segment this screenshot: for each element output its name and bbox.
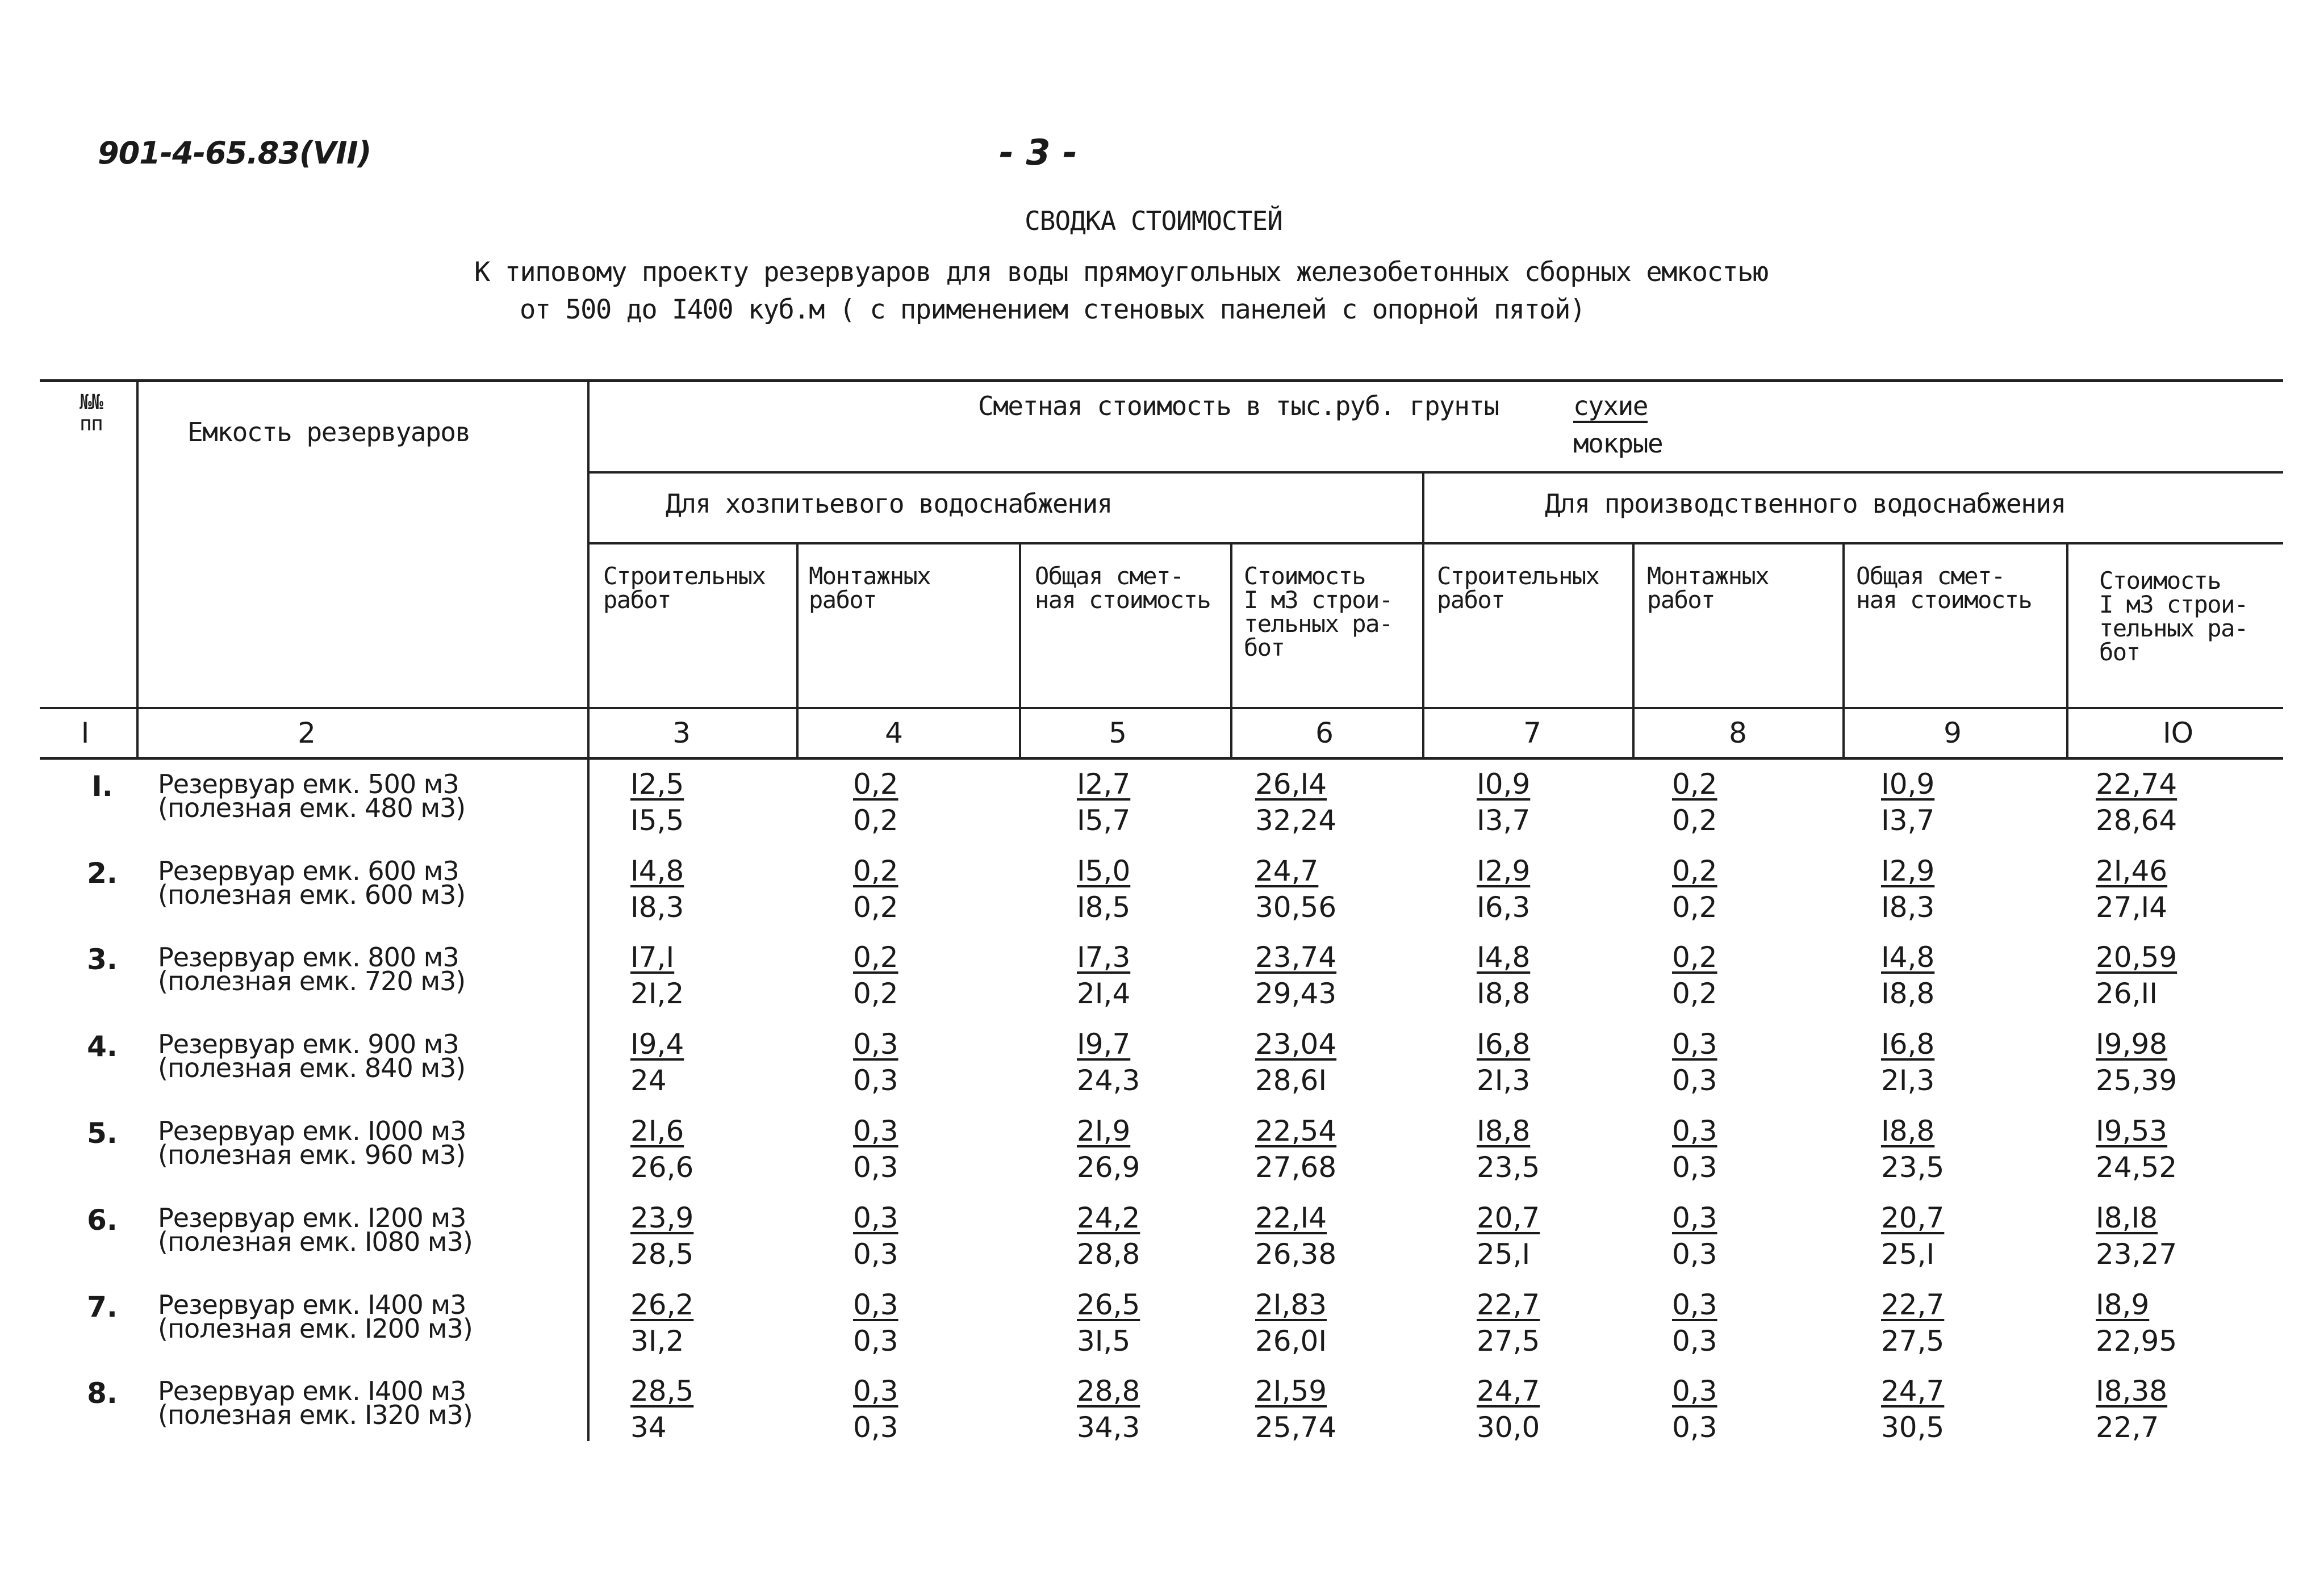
row-capacity: [158, 1289, 473, 1344]
cost-dry-value: 23,74: [1255, 941, 1337, 974]
cost-dry-value: I8,8: [1881, 1115, 1935, 1147]
cost-cell: [2096, 1201, 2300, 1271]
cost-wet-value: 28,64: [2096, 804, 2178, 837]
cost-wet-value: 26,II: [2096, 977, 2158, 1010]
row-capacity-total: Резервуар емк. I000 м3: [158, 1116, 466, 1146]
row-capacity-useful: (полезная емк. 480 м3): [158, 793, 466, 823]
column-number-4: 4: [885, 717, 903, 749]
cost-cell: [1881, 1028, 2086, 1097]
cost-cell: [1477, 1028, 1681, 1097]
cost-wet-value: 0,3: [1672, 1325, 1717, 1358]
cost-cell: [1255, 941, 1460, 1010]
cost-dry-value: 24,2: [1077, 1201, 1140, 1234]
cost-dry-value: I7,I: [630, 941, 675, 974]
cost-dry-value: 0,3: [1672, 1028, 1717, 1061]
page-title: СВОДКА СТОИМОСТЕЙ: [1025, 206, 1282, 236]
cost-wet-value: 24: [630, 1064, 667, 1097]
cost-dry-value: I7,3: [1077, 941, 1131, 974]
column-number-6: 6: [1315, 717, 1334, 749]
cost-dry-value: 22,I4: [1255, 1201, 1327, 1234]
row-number: 4.: [87, 1030, 118, 1063]
cost-cell: [1077, 1115, 1281, 1184]
header-num: №№ пп: [80, 391, 103, 435]
row-capacity-useful: (полезная емк. I080 м3): [158, 1226, 473, 1257]
cost-dry-value: 24,7: [1255, 854, 1319, 887]
row-capacity-total: Резервуар емк. 900 м3: [158, 1029, 459, 1059]
cost-cell: [1881, 1375, 2086, 1444]
row-capacity: [158, 769, 466, 823]
cost-cell: [1077, 941, 1281, 1010]
cost-cell: [1672, 1375, 1876, 1444]
cost-wet-value: I5,7: [1077, 804, 1131, 837]
row-number: 2.: [87, 857, 118, 890]
cost-wet-value: 0,3: [1672, 1064, 1717, 1097]
divider-c9: [2066, 542, 2068, 760]
cost-wet-value: 0,3: [1672, 1238, 1717, 1271]
header-col-3: Строительных работ: [603, 562, 766, 614]
cost-wet-value: 0,3: [1672, 1151, 1717, 1184]
cost-cell: [1477, 768, 1681, 837]
cost-wet-value: 26,9: [1077, 1151, 1140, 1184]
divider-capacity: [587, 379, 590, 1441]
cost-dry-value: 26,I4: [1255, 768, 1327, 801]
cost-wet-value: 22,7: [2096, 1411, 2159, 1444]
cost-wet-value: 27,68: [1255, 1151, 1337, 1184]
cost-wet-value: 30,0: [1477, 1411, 1540, 1444]
cost-dry-value: 23,9: [630, 1201, 694, 1234]
cost-wet-value: 0,3: [853, 1151, 898, 1184]
row-capacity: [158, 856, 466, 910]
cost-cell: [1077, 768, 1281, 837]
column-number-3: 3: [672, 717, 691, 749]
cost-wet-value: 2I,4: [1077, 977, 1131, 1010]
cost-wet-value: 25,I: [1881, 1238, 1935, 1271]
cost-wet-value: 28,8: [1077, 1238, 1140, 1271]
cost-dry-value: 0,2: [853, 941, 898, 974]
subgroup-rule: [587, 542, 2283, 544]
column-number-5: 5: [1109, 717, 1127, 749]
cost-cell: [1477, 1288, 1681, 1358]
cost-cell: [2096, 1375, 2300, 1444]
cost-dry-value: I8,9: [2096, 1288, 2150, 1321]
cost-cell: [853, 941, 1058, 1010]
cost-wet-value: 24,52: [2096, 1151, 2178, 1184]
cost-dry-value: I8,38: [2096, 1375, 2168, 1408]
cost-dry-value: I6,8: [1477, 1028, 1531, 1061]
cost-wet-value: 30,5: [1881, 1411, 1945, 1444]
cost-dry-value: 28,8: [1077, 1375, 1140, 1408]
row-capacity: [158, 942, 466, 996]
cost-cell: [2096, 1028, 2300, 1097]
cost-dry-value: 20,59: [2096, 941, 2178, 974]
cost-wet-value: I8,3: [1881, 891, 1935, 924]
row-number: 3.: [87, 943, 118, 976]
cost-wet-value: 24,3: [1077, 1064, 1140, 1097]
colnum-bottom-rule: [40, 757, 2283, 760]
row-capacity-useful: (полезная емк. 840 м3): [158, 1053, 466, 1083]
cost-cell: [1672, 854, 1876, 924]
cost-cell: [1881, 941, 2086, 1010]
row-capacity-total: Резервуар емк. I400 м3: [158, 1376, 466, 1406]
cost-cell: [2096, 1288, 2300, 1358]
cost-wet-value: 25,I: [1477, 1238, 1531, 1271]
cost-dry-value: 2I,6: [630, 1115, 684, 1147]
divider-c8: [1842, 542, 1845, 760]
cost-wet-value: I3,7: [1881, 804, 1935, 837]
row-capacity: [158, 1203, 473, 1257]
row-number: I.: [91, 770, 113, 803]
subtitle-line-2: от 500 до I400 куб.м ( с применением стеновых панелей с опорной пятой): [520, 294, 1585, 325]
cost-dry-value: 24,7: [1881, 1375, 1945, 1408]
cost-dry-value: 0,2: [853, 768, 898, 801]
cost-wet-value: 32,24: [1255, 804, 1337, 837]
cost-cell: [1477, 941, 1681, 1010]
row-capacity-total: Резервуар емк. I200 м3: [158, 1203, 466, 1233]
cost-wet-value: 0,2: [1672, 977, 1717, 1010]
cost-dry-value: I2,9: [1477, 854, 1531, 887]
cost-cell: [1881, 1288, 2086, 1358]
cost-dry-value: I0,9: [1881, 768, 1935, 801]
cost-wet-value: 0,3: [853, 1238, 898, 1271]
document-code: 901-4-65.83(VII): [98, 135, 371, 171]
subtitle-line-1: К типовому проекту резервуаров для воды прямоугольных железобетонных сборных емкостью: [474, 257, 1768, 288]
cost-cell: [2096, 854, 2300, 924]
cost-dry-value: I9,98: [2096, 1028, 2168, 1061]
column-number-8: 8: [1729, 717, 1747, 749]
cost-dry-value: 0,2: [1672, 941, 1717, 974]
cost-dry-value: I0,9: [1477, 768, 1531, 801]
column-number-9: 9: [1944, 717, 1962, 749]
cost-wet-value: 23,27: [2096, 1238, 2178, 1271]
cost-cell: [630, 1288, 835, 1358]
cost-cell: [1255, 1115, 1460, 1184]
cost-dry-value: I9,4: [630, 1028, 684, 1061]
cost-dry-value: I5,0: [1077, 854, 1131, 887]
cost-dry-value: 22,7: [1477, 1288, 1540, 1321]
column-number-1: I: [81, 717, 90, 749]
cost-cell: [1672, 1201, 1876, 1271]
cost-cell: [1672, 1288, 1876, 1358]
group-rule: [587, 471, 2283, 474]
cost-cell: [853, 854, 1058, 924]
cost-dry-value: 20,7: [1881, 1201, 1945, 1234]
cost-wet-value: I3,7: [1477, 804, 1531, 837]
row-capacity: [158, 1376, 473, 1430]
cost-cell: [1255, 1201, 1460, 1271]
row-capacity-useful: (полезная емк. 960 м3): [158, 1140, 466, 1170]
cost-cell: [1255, 1028, 1460, 1097]
header-group-industrial: Для производственного водоснабжения: [1545, 488, 2066, 519]
cost-dry-value: 22,54: [1255, 1115, 1337, 1147]
cost-wet-value: 2I,3: [1477, 1064, 1531, 1097]
cost-wet-value: I8,5: [1077, 891, 1131, 924]
cost-wet-value: 25,39: [2096, 1064, 2178, 1097]
cost-dry-value: 0,3: [853, 1115, 898, 1147]
cost-wet-value: 0,3: [853, 1325, 898, 1358]
row-number: 6.: [87, 1204, 118, 1237]
row-capacity-useful: (полезная емк. I320 м3): [158, 1400, 473, 1430]
cost-dry-value: 23,04: [1255, 1028, 1337, 1061]
cost-dry-value: 0,2: [1672, 854, 1717, 887]
cost-dry-value: 2I,9: [1077, 1115, 1131, 1147]
cost-cell: [1255, 854, 1460, 924]
divider-c3: [796, 542, 799, 760]
row-capacity-total: Резервуар емк. 800 м3: [158, 942, 459, 973]
cost-cell: [630, 1115, 835, 1184]
cost-dry-value: I4,8: [1477, 941, 1531, 974]
cost-cell: [1881, 1201, 2086, 1271]
cost-dry-value: 0,2: [1672, 768, 1717, 801]
cost-dry-value: 24,7: [1477, 1375, 1540, 1408]
cost-cell: [1881, 1115, 2086, 1184]
cost-wet-value: 0,2: [853, 891, 898, 924]
row-number: 8.: [87, 1377, 118, 1410]
header-soil-wet: мокрые: [1573, 428, 1663, 459]
cost-wet-value: 26,6: [630, 1151, 694, 1184]
cost-wet-value: 30,56: [1255, 891, 1337, 924]
cost-cell: [1672, 941, 1876, 1010]
cost-cell: [1255, 1375, 1460, 1444]
header-bottom-rule: [40, 707, 2283, 709]
column-number-10: IO: [2162, 717, 2194, 749]
cost-cell: [1077, 1375, 1281, 1444]
cost-wet-value: 0,3: [853, 1064, 898, 1097]
cost-wet-value: I8,3: [630, 891, 684, 924]
cost-wet-value: 27,I4: [2096, 891, 2168, 924]
cost-wet-value: 0,3: [1672, 1411, 1717, 1444]
cost-cell: [853, 1288, 1058, 1358]
header-col-6: Стоимость I м3 строи- тельных ра- бот: [1244, 562, 1393, 661]
cost-wet-value: 26,0I: [1255, 1325, 1327, 1358]
row-number: 5.: [87, 1117, 118, 1150]
row-capacity: [158, 1116, 466, 1170]
cost-cell: [2096, 1115, 2300, 1184]
cost-wet-value: 25,74: [1255, 1411, 1337, 1444]
cost-wet-value: 2I,3: [1881, 1064, 1935, 1097]
cost-wet-value: 28,5: [630, 1238, 694, 1271]
cost-dry-value: 2I,83: [1255, 1288, 1327, 1321]
cost-dry-value: I4,8: [1881, 941, 1935, 974]
cost-dry-value: I2,9: [1881, 854, 1935, 887]
divider-c4: [1019, 542, 1021, 760]
cost-dry-value: I9,7: [1077, 1028, 1131, 1061]
cost-wet-value: 23,5: [1477, 1151, 1540, 1184]
row-capacity-useful: (полезная емк. 720 м3): [158, 966, 466, 996]
cost-wet-value: 0,2: [1672, 804, 1717, 837]
cost-cell: [1672, 1115, 1876, 1184]
cost-cell: [1477, 1375, 1681, 1444]
row-capacity-useful: (полезная емк. I200 м3): [158, 1313, 473, 1344]
cost-cell: [853, 1028, 1058, 1097]
cost-wet-value: 0,2: [853, 804, 898, 837]
divider-c7: [1632, 542, 1635, 760]
cost-wet-value: 26,38: [1255, 1238, 1337, 1271]
cost-dry-value: 0,3: [853, 1375, 898, 1408]
cost-cell: [1477, 1201, 1681, 1271]
row-number: 7.: [87, 1291, 118, 1323]
cost-dry-value: 0,3: [1672, 1288, 1717, 1321]
header-col-10: Стоимость I м3 строи- тельных ра- бот: [2099, 567, 2248, 666]
header-capacity: Емкость резервуаров: [187, 417, 470, 447]
header-soil-dry: сухие: [1573, 391, 1648, 421]
header-col-8: Монтажных работ: [1647, 562, 1769, 614]
cost-cell: [630, 854, 835, 924]
cost-cell: [1881, 768, 2086, 837]
cost-cell: [1477, 854, 1681, 924]
cost-dry-value: 28,5: [630, 1375, 694, 1408]
cost-cell: [853, 1375, 1058, 1444]
cost-cell: [1881, 854, 2086, 924]
cost-cell: [1077, 1028, 1281, 1097]
header-col-4: Монтажных работ: [809, 562, 931, 614]
cost-wet-value: I5,5: [630, 804, 684, 837]
cost-wet-value: 0,2: [853, 977, 898, 1010]
row-capacity-total: Резервуар емк. I400 м3: [158, 1289, 466, 1320]
cost-wet-value: 29,43: [1255, 977, 1337, 1010]
cost-wet-value: 0,2: [1672, 891, 1717, 924]
column-number-2: 2: [298, 717, 316, 749]
cost-dry-value: 0,3: [1672, 1375, 1717, 1408]
cost-wet-value: 27,5: [1477, 1325, 1540, 1358]
cost-dry-value: I8,I8: [2096, 1201, 2158, 1234]
divider-group: [1422, 471, 1424, 760]
cost-cell: [853, 1201, 1058, 1271]
header-col-5: Общая смет- ная стоимость: [1035, 562, 1211, 614]
cost-cell: [1077, 854, 1281, 924]
cost-wet-value: 27,5: [1881, 1325, 1945, 1358]
cost-cell: [1672, 1028, 1876, 1097]
cost-dry-value: 20,7: [1477, 1201, 1540, 1234]
cost-dry-value: 0,3: [853, 1028, 898, 1061]
cost-wet-value: 3I,2: [630, 1325, 684, 1358]
row-capacity: [158, 1029, 466, 1083]
cost-wet-value: I6,3: [1477, 891, 1531, 924]
cost-dry-value: I2,5: [630, 768, 684, 801]
cost-wet-value: 22,95: [2096, 1325, 2178, 1358]
cost-cell: [853, 1115, 1058, 1184]
cost-wet-value: 34,3: [1077, 1411, 1140, 1444]
cost-cell: [1672, 768, 1876, 837]
cost-cell: [630, 768, 835, 837]
cost-dry-value: 0,3: [853, 1288, 898, 1321]
cost-cell: [1077, 1201, 1281, 1271]
cost-wet-value: 23,5: [1881, 1151, 1945, 1184]
cost-dry-value: 2I,59: [1255, 1375, 1327, 1408]
cost-cell: [630, 1028, 835, 1097]
cost-cell: [853, 768, 1058, 837]
table-top-rule: [40, 379, 2283, 382]
cost-cell: [2096, 941, 2300, 1010]
cost-dry-value: 2I,46: [2096, 854, 2168, 887]
cost-wet-value: 2I,2: [630, 977, 684, 1010]
cost-cell: [630, 1201, 835, 1271]
cost-dry-value: 22,7: [1881, 1288, 1945, 1321]
cost-dry-value: 0,3: [853, 1201, 898, 1234]
cost-cell: [1255, 1288, 1460, 1358]
cost-cell: [1255, 768, 1460, 837]
cost-dry-value: 0,2: [853, 854, 898, 887]
cost-dry-value: I6,8: [1881, 1028, 1935, 1061]
cost-wet-value: I8,8: [1881, 977, 1935, 1010]
row-capacity-total: Резервуар емк. 600 м3: [158, 856, 459, 886]
cost-dry-value: 22,74: [2096, 768, 2178, 801]
divider-c5: [1230, 542, 1232, 760]
cost-dry-value: I9,53: [2096, 1115, 2168, 1147]
cost-cell: [1077, 1288, 1281, 1358]
cost-wet-value: 0,3: [853, 1411, 898, 1444]
cost-dry-value: I2,7: [1077, 768, 1131, 801]
header-cost: Сметная стоимость в тыс.руб. грунты: [978, 391, 1499, 421]
cost-dry-value: 26,2: [630, 1288, 694, 1321]
cost-wet-value: 3I,5: [1077, 1325, 1131, 1358]
cost-dry-value: I4,8: [630, 854, 684, 887]
cost-wet-value: 34: [630, 1411, 667, 1444]
column-number-7: 7: [1523, 717, 1541, 749]
cost-wet-value: I8,8: [1477, 977, 1531, 1010]
cost-dry-value: 26,5: [1077, 1288, 1140, 1321]
cost-cell: [2096, 768, 2300, 837]
cost-dry-value: 0,3: [1672, 1115, 1717, 1147]
header-col-9: Общая смет- ная стоимость: [1856, 562, 2032, 614]
header-col-7: Строительных работ: [1437, 562, 1599, 614]
row-capacity-total: Резервуар емк. 500 м3: [158, 769, 459, 799]
header-group-household: Для хозпитьевого водоснабжения: [666, 488, 1112, 519]
cost-dry-value: 0,3: [1672, 1201, 1717, 1234]
cost-dry-value: I8,8: [1477, 1115, 1531, 1147]
cost-wet-value: 28,6I: [1255, 1064, 1327, 1097]
divider-num: [136, 379, 139, 760]
row-capacity-useful: (полезная емк. 600 м3): [158, 879, 466, 910]
cost-cell: [630, 941, 835, 1010]
cost-cell: [630, 1375, 835, 1444]
page-number: - 3 -: [999, 132, 1077, 173]
cost-cell: [1477, 1115, 1681, 1184]
